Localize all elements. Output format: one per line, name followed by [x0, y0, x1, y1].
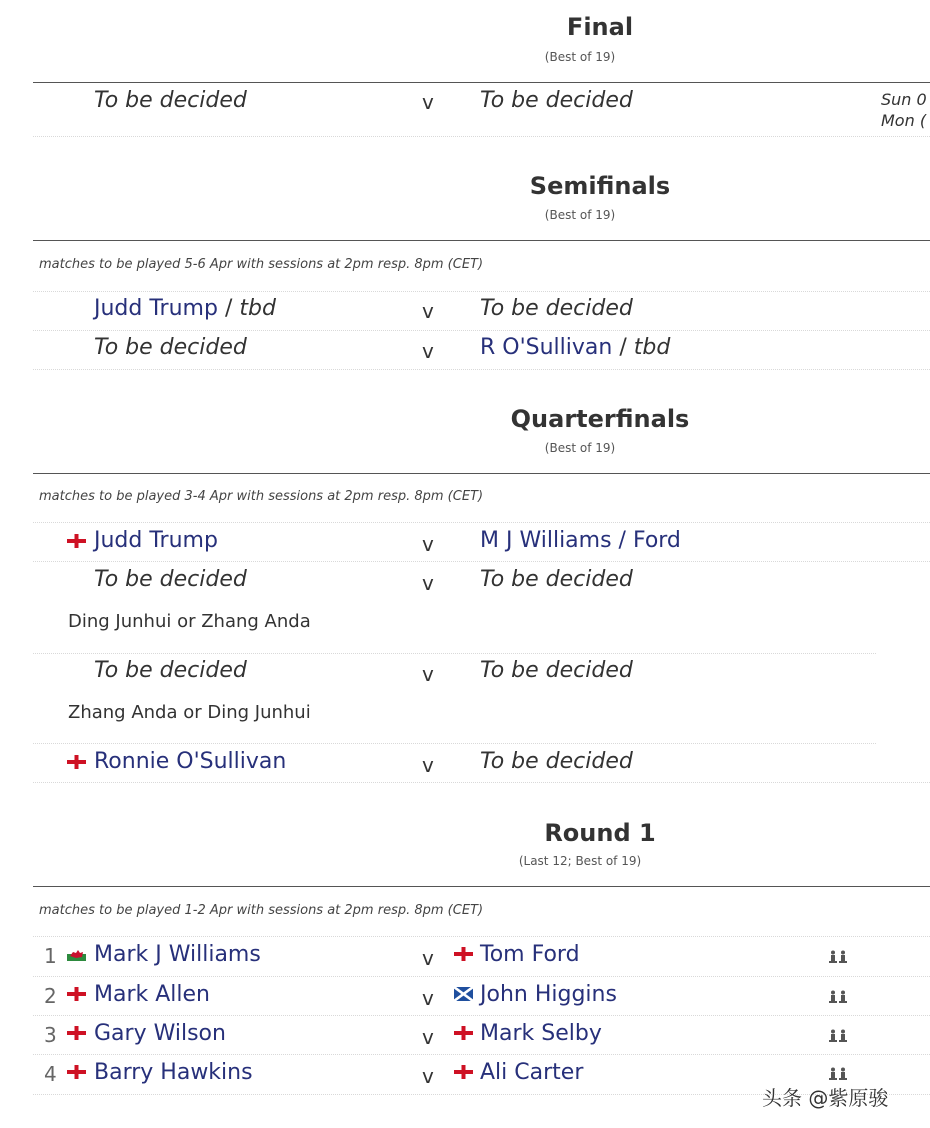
england-flag-icon: [67, 1025, 86, 1039]
row-divider: [33, 369, 930, 370]
semifinals-divider: [33, 240, 930, 241]
head-to-head-icon[interactable]: [827, 1066, 849, 1080]
sf2-player2: [480, 335, 670, 360]
sf1-player2: To be decided: [480, 296, 633, 321]
row-divider: [33, 136, 930, 137]
sf2-vs: v: [422, 339, 434, 363]
final-heading: Final: [566, 13, 634, 41]
final-player2: To be decided: [480, 88, 633, 113]
qf1-player1[interactable]: Judd Trump: [94, 528, 218, 553]
final-subtitle: (Best of 19): [544, 50, 616, 64]
sf2-player2-tbd: tbd: [633, 335, 671, 360]
final-schedule-1: Sun 0: [881, 90, 927, 109]
r1m3-player2[interactable]: Mark Selby: [480, 1021, 602, 1046]
r1m1-player2[interactable]: Tom Ford: [480, 942, 580, 967]
match-number: 1: [44, 944, 57, 968]
row-divider: [33, 976, 930, 977]
sf1-player1-link[interactable]: Judd Trump: [94, 296, 218, 321]
qf2-subnote: Ding Junhui or Zhang Anda: [68, 611, 311, 632]
r1m3-vs: v: [422, 1025, 434, 1049]
final-divider: [33, 82, 930, 83]
r1m3-player1[interactable]: Gary Wilson: [94, 1021, 226, 1046]
watermark-text: 头条 @紫原骏: [762, 1086, 889, 1110]
england-flag-icon: [454, 1064, 473, 1078]
row-divider: [33, 561, 930, 562]
qf2-player1: To be decided: [94, 567, 247, 592]
head-to-head-icon[interactable]: [827, 949, 849, 963]
sf1-player1-tbd: tbd: [239, 296, 276, 321]
sf1-player1: [94, 296, 276, 321]
qf3-subnote: Zhang Anda or Ding Junhui: [68, 702, 311, 723]
row-divider: [33, 1015, 930, 1016]
england-flag-icon: [67, 754, 86, 768]
r1m4-player1[interactable]: Barry Hawkins: [94, 1060, 253, 1085]
r1m2-player1[interactable]: Mark Allen: [94, 982, 210, 1007]
quarterfinals-heading: Quarterfinals: [510, 405, 690, 433]
wales-flag-icon: [67, 946, 86, 960]
england-flag-icon: [67, 533, 86, 547]
r1m1-vs: v: [422, 946, 434, 970]
qf4-vs: v: [422, 753, 434, 777]
qf4-player1[interactable]: Ronnie O'Sullivan: [94, 749, 287, 774]
england-flag-icon: [454, 946, 473, 960]
r1m2-vs: v: [422, 986, 434, 1010]
row-divider: [33, 1054, 930, 1055]
qf3-vs: v: [422, 662, 434, 686]
quarterfinals-subtitle: (Best of 19): [544, 441, 616, 455]
england-flag-icon: [454, 1025, 473, 1039]
sf1-separator: /: [217, 296, 240, 321]
row-divider: [33, 522, 930, 523]
qf1-vs: v: [422, 532, 434, 556]
row-divider: [33, 936, 930, 937]
r1m4-vs: v: [422, 1064, 434, 1088]
head-to-head-icon[interactable]: [827, 1028, 849, 1042]
r1m2-player2[interactable]: John Higgins: [480, 982, 617, 1007]
semifinals-heading: Semifinals: [529, 172, 671, 200]
round1-schedule-note: matches to be played 1-2 Apr with sessions at 2pm resp. 8pm (CET): [39, 903, 484, 918]
quarterfinals-schedule-note: matches to be played 3-4 Apr with sessions at 2pm resp. 8pm (CET): [39, 489, 484, 504]
match-number: 2: [44, 984, 57, 1008]
r1m1-player1[interactable]: Mark J Williams: [94, 942, 261, 967]
final-vs: v: [422, 90, 434, 114]
row-divider: [33, 291, 930, 292]
match-number: 4: [44, 1062, 57, 1086]
sf2-player1: To be decided: [94, 335, 247, 360]
qf4-player2: To be decided: [480, 749, 633, 774]
r1m4-player2[interactable]: Ali Carter: [480, 1060, 584, 1085]
quarterfinals-divider: [33, 473, 930, 474]
semifinals-schedule-note: matches to be played 5-6 Apr with sessions at 2pm resp. 8pm (CET): [39, 257, 484, 272]
england-flag-icon: [67, 1064, 86, 1078]
row-divider: [33, 653, 876, 654]
head-to-head-icon[interactable]: [827, 989, 849, 1003]
row-divider: [33, 743, 876, 744]
qf3-player2: To be decided: [480, 658, 633, 683]
qf2-player2: To be decided: [480, 567, 633, 592]
qf1-player2[interactable]: M J Williams / Ford: [480, 528, 681, 553]
round1-subtitle: (Last 12; Best of 19): [518, 854, 642, 868]
semifinals-subtitle: (Best of 19): [544, 208, 616, 222]
qf3-player1: To be decided: [94, 658, 247, 683]
row-divider: [33, 782, 930, 783]
round1-divider: [33, 886, 930, 887]
scotland-flag-icon: [454, 986, 473, 1000]
sf1-vs: v: [422, 299, 434, 323]
sf2-separator: /: [612, 335, 634, 360]
qf2-vs: v: [422, 571, 434, 595]
final-schedule-2: Mon (: [881, 111, 927, 130]
england-flag-icon: [67, 986, 86, 1000]
round1-heading: Round 1: [544, 819, 656, 847]
match-number: 3: [44, 1023, 57, 1047]
sf2-player2-link[interactable]: R O'Sullivan: [480, 335, 613, 360]
row-divider: [33, 330, 930, 331]
final-player1: To be decided: [94, 88, 247, 113]
